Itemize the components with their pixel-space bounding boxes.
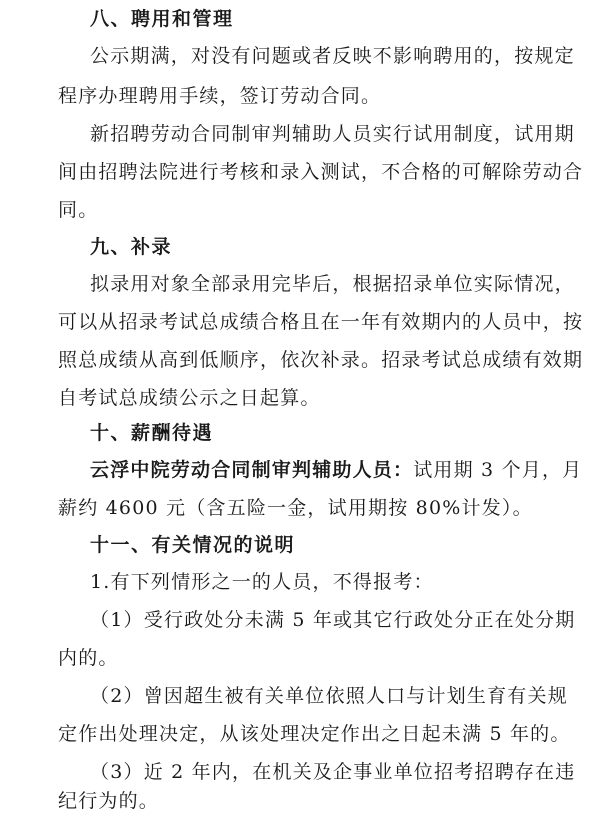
section-heading-9: 九、补录 <box>90 236 173 258</box>
paragraph-line: 公示期满，对没有问题或者反映不影响聘用的，按规定 <box>90 45 575 67</box>
paragraph-line: 可以从招录考试总成绩合格且在一年有效期内的人员中，按 <box>58 311 584 333</box>
section-heading-10: 十、薪酬待遇 <box>90 422 214 444</box>
bold-lead-text: 云浮中院劳动合同制审判辅助人员： <box>90 459 414 481</box>
section-heading-11: 十一、有关情况的说明 <box>90 534 296 556</box>
paragraph-line: 自考试总成绩公示之日起算。 <box>58 387 321 409</box>
paragraph-line: 新招聘劳动合同制审判辅助人员实行试用制度，试用期 <box>90 123 575 145</box>
sub-list-item: （1）受行政处分未满 5 年或其它行政处分正在处分期 <box>90 609 576 631</box>
salary-text: 试用期 3 个月，月 <box>413 459 583 481</box>
paragraph-line: 程序办理聘用手续，签订劳动合同。 <box>58 85 382 107</box>
paragraph-line: 同。 <box>58 199 99 221</box>
list-item: 1.有下列情形之一的人员，不得报考： <box>90 571 434 593</box>
paragraph-line: 定作出处理决定，从该处理决定作出之日起未满 5 年的。 <box>58 723 571 745</box>
paragraph-line: 内的。 <box>58 647 119 669</box>
paragraph-line <box>90 458 582 482</box>
sub-list-item: （2）曾因超生被有关单位依照人口与计划生育有关规 <box>90 685 568 707</box>
section-heading-8: 八、聘用和管理 <box>90 8 234 30</box>
paragraph-line: 间由招聘法院进行考核和录入测试，不合格的可解除劳动合 <box>58 161 584 183</box>
paragraph-line: 拟录用对象全部录用完毕后，根据招录单位实际情况， <box>90 273 575 295</box>
paragraph-line: 照总成绩从高到低顺序，依次补录。招录考试总成绩有效期 <box>58 349 584 371</box>
paragraph-line: 纪行为的。 <box>58 790 160 812</box>
paragraph-line: 薪约 4600 元（含五险一金，试用期按 80%计发）。 <box>58 497 533 519</box>
sub-list-item: （3）近 2 年内，在机关及企事业单位招考招聘存在违 <box>90 761 576 783</box>
